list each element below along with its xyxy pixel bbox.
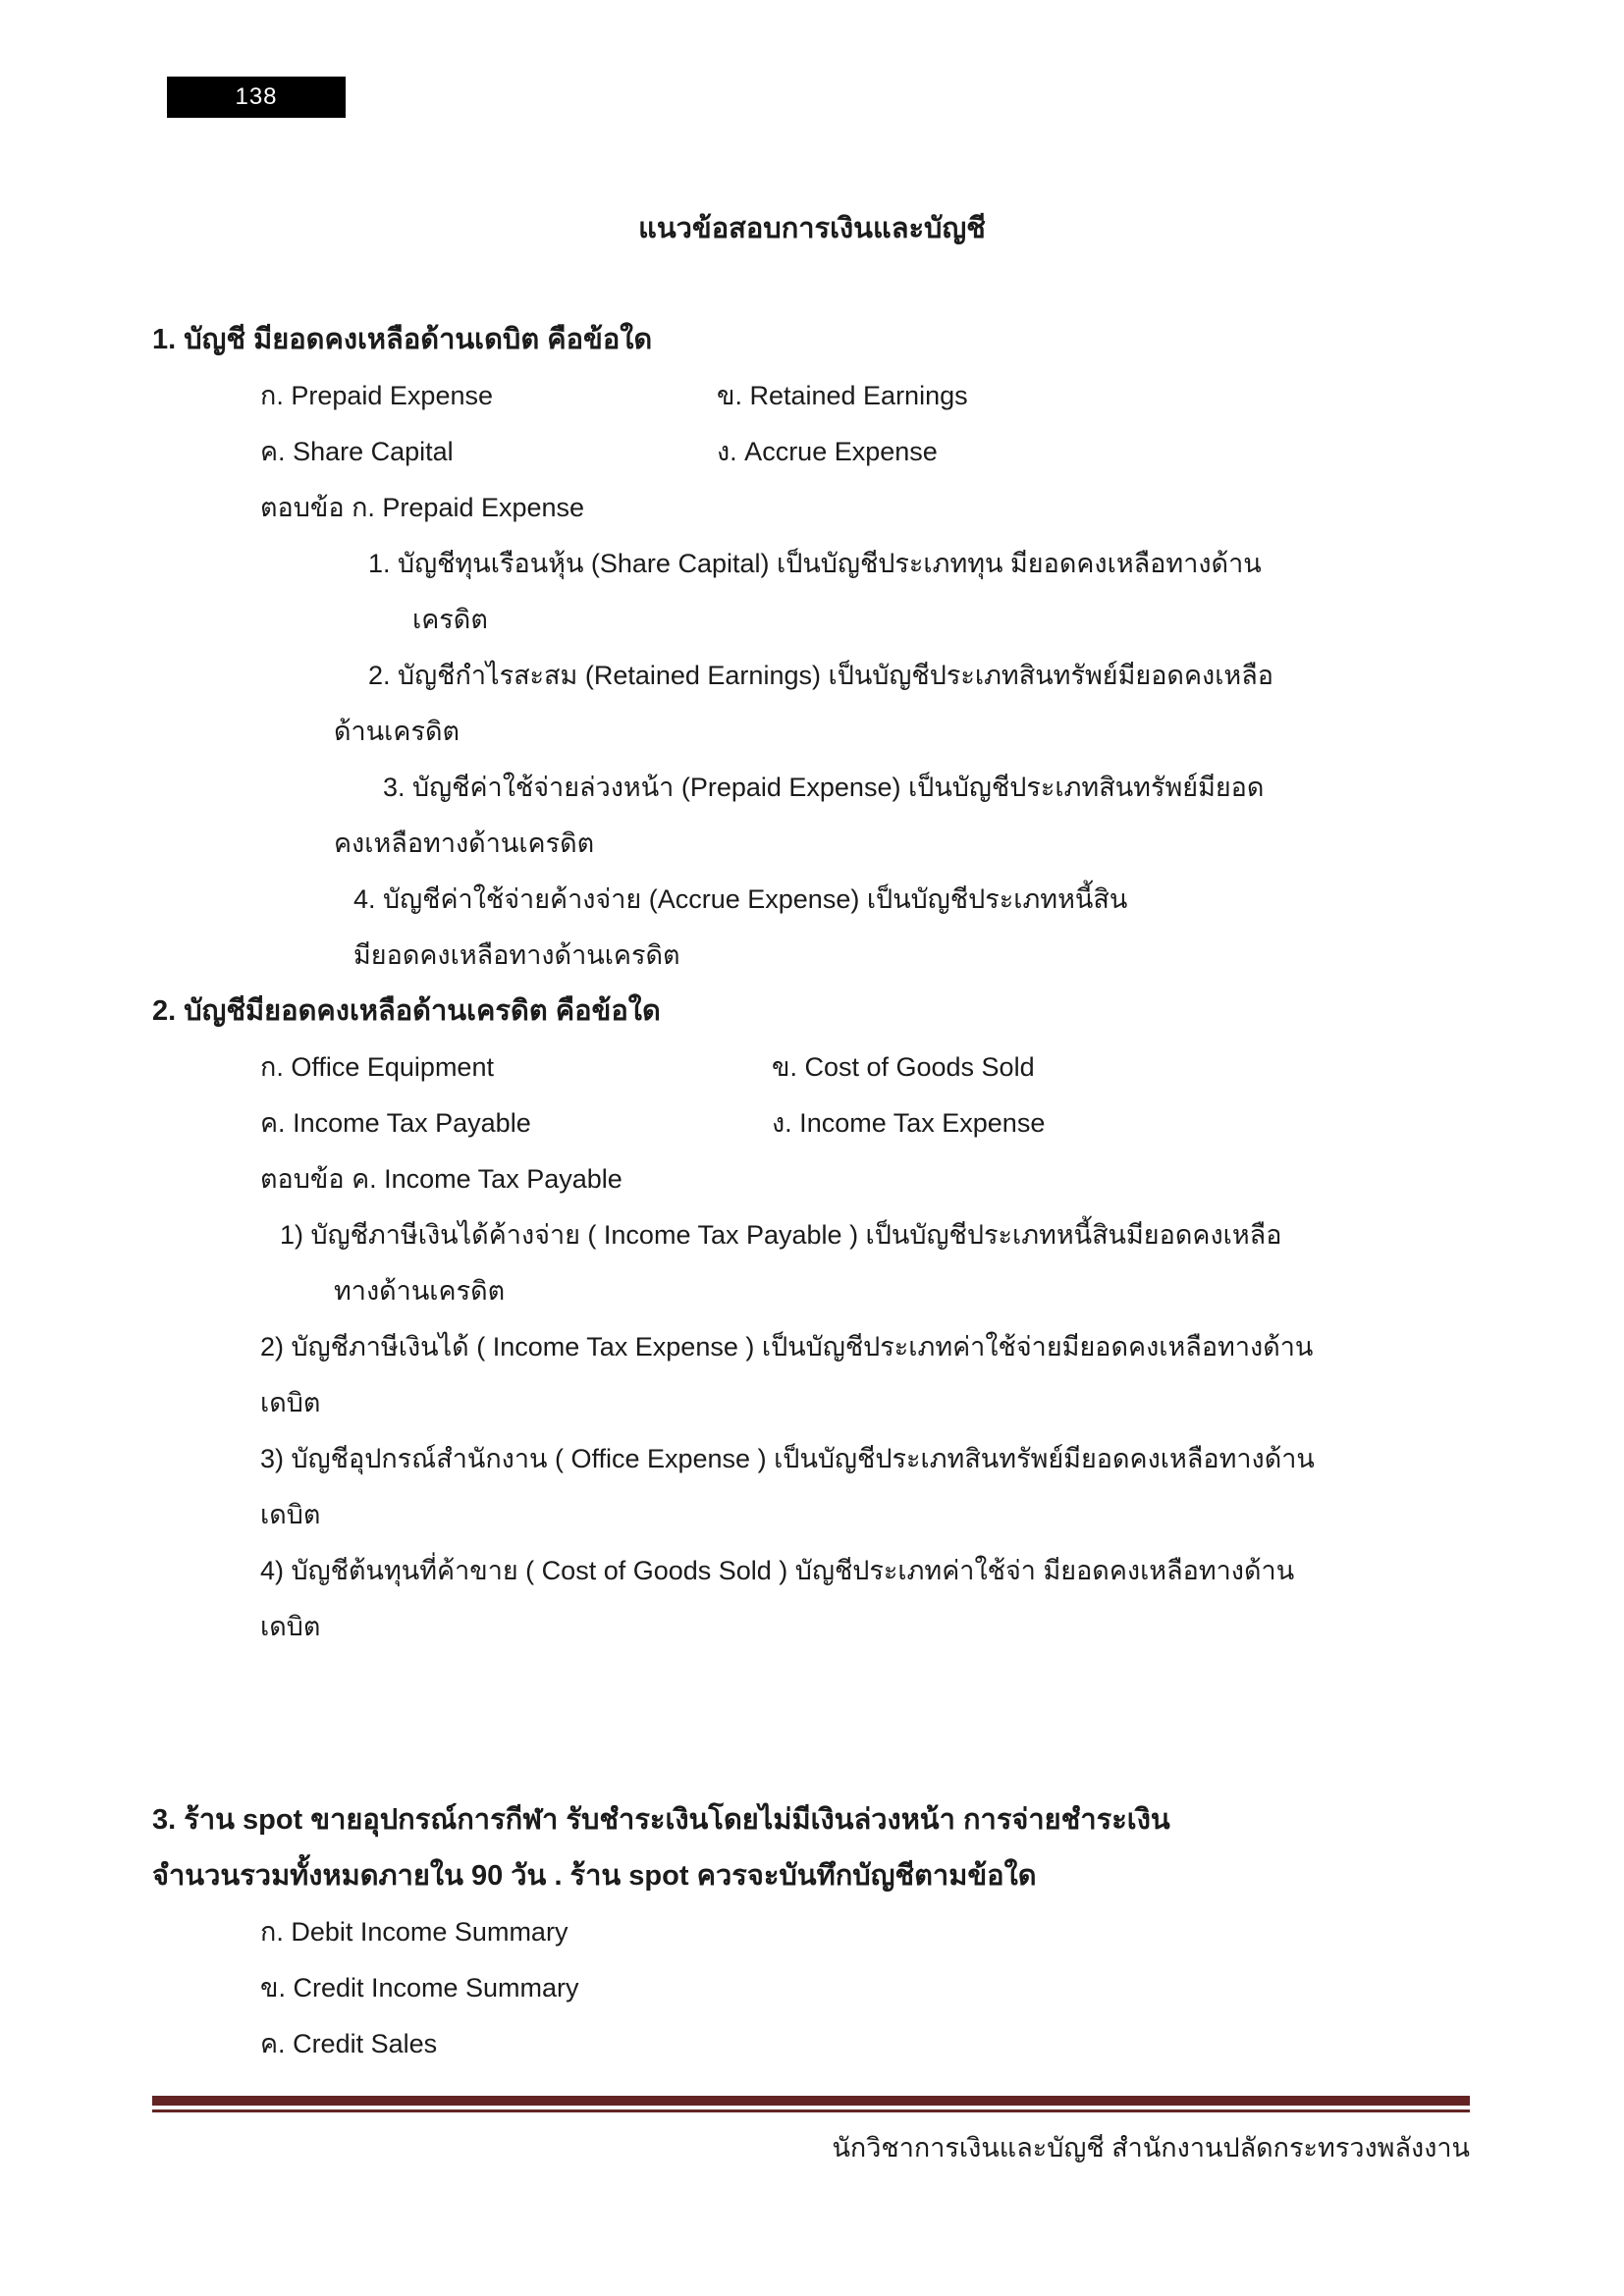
question-2-heading: 2. บัญชีมียอดคงเหลือด้านเครดิต คือข้อใด xyxy=(152,995,661,1027)
explanation-line: 3) บัญชีอุปกรณ์สำนักงาน ( Office Expense ) เป็นบัญชีประเภทสินทรัพย์มียอดคงเหลือทางด้าน xyxy=(260,1444,1315,1473)
explanation-line: เดบิต xyxy=(260,1612,321,1641)
option-label: ก. Office Equipment xyxy=(260,1052,494,1082)
question-2-options-row-2 xyxy=(0,1095,1624,1151)
option-label: ก. Prepaid Expense xyxy=(260,381,493,410)
footer-divider xyxy=(152,2096,1470,2112)
option-label: ก. Debit Income Summary xyxy=(260,1917,568,1947)
explanation-line: ด้านเครดิต xyxy=(334,717,460,746)
explanation-line: คงเหลือทางด้านเครดิต xyxy=(334,828,595,858)
explanation-line: 2) บัญชีภาษีเงินได้ ( Income Tax Expense ) เป็นบัญชีประเภทค่าใช้จ่ายมียอดคงเหลือทางด้าน xyxy=(260,1332,1314,1362)
option-label: ค. Share Capital xyxy=(260,437,454,466)
question-3-heading-line-1: 3. ร้าน spot ขายอุปกรณ์การกีฬา รับชำระเงินโดยไม่มีเงินล่วงหน้า การจ่ายชำระเงิน xyxy=(152,1804,1170,1836)
question-1-options-row-1 xyxy=(0,368,1624,424)
footer-divider-thick-line xyxy=(152,2096,1470,2106)
explanation-line: ทางด้านเครดิต xyxy=(334,1276,506,1306)
explanation-line: 2. บัญชีกำไรสะสม (Retained Earnings) เป็นบัญชีประเภทสินทรัพย์มียอดคงเหลือ xyxy=(368,661,1273,690)
document-title: แนวข้อสอบการเงินและบัญชี xyxy=(638,213,986,244)
option-label: ค. Income Tax Payable xyxy=(260,1108,531,1138)
option-label: ง. Income Tax Expense xyxy=(772,1108,1046,1138)
option-label: ข. Cost of Goods Sold xyxy=(772,1052,1035,1082)
option-label: ง. Accrue Expense xyxy=(717,437,938,466)
option-label: ข. Credit Income Summary xyxy=(260,1973,579,2002)
footer-divider-thin-line xyxy=(152,2109,1470,2112)
explanation-line: เครดิต xyxy=(412,605,488,634)
question-1-heading: 1. บัญชี มียอดคงเหลือด้านเดบิต คือข้อใด xyxy=(152,324,653,355)
explanation-line: 3. บัญชีค่าใช้จ่ายล่วงหน้า (Prepaid Expense) เป็นบัญชีประเภทสินทรัพย์มียอด xyxy=(383,773,1265,802)
document-body xyxy=(0,312,1624,2072)
page-number-badge: 138 xyxy=(167,77,346,118)
question-1-options-row-2 xyxy=(0,424,1624,480)
question-3-heading-line-2: จำนวนรวมทั้งหมดภายใน 90 วัน . ร้าน spot ควรจะบันทึกบัญชีตามข้อใด xyxy=(152,1860,1037,1892)
question-1-answer: ตอบข้อ ก. Prepaid Expense xyxy=(260,493,585,522)
option-label: ค. Credit Sales xyxy=(260,2029,438,2058)
option-label: ข. Retained Earnings xyxy=(717,381,968,410)
explanation-line: เดบิต xyxy=(260,1388,321,1417)
explanation-line: เดบิต xyxy=(260,1500,321,1529)
explanation-line: 1) บัญชีภาษีเงินได้ค้างจ่าย ( Income Tax Payable ) เป็นบัญชีประเภทหนี้สินมียอดคงเหลือ xyxy=(280,1220,1282,1250)
question-2-options-row-1 xyxy=(0,1040,1624,1095)
explanation-line: 4) บัญชีต้นทุนที่ค้าขาย ( Cost of Goods Sold ) บัญชีประเภทค่าใช้จ่า มียอดคงเหลือทางด้าน xyxy=(260,1556,1295,1585)
explanation-line: มียอดคงเหลือทางด้านเครดิต xyxy=(353,940,680,970)
footer-text: นักวิชาการเงินและบัญชี สำนักงานปลัดกระทรวงพลังงาน xyxy=(832,2133,1470,2163)
explanation-line: 1. บัญชีทุนเรือนหุ้น (Share Capital) เป็นบัญชีประเภททุน มียอดคงเหลือทางด้าน xyxy=(368,549,1262,578)
section-spacer xyxy=(0,1655,1624,1792)
question-2-answer: ตอบข้อ ค. Income Tax Payable xyxy=(260,1164,623,1194)
explanation-line: 4. บัญชีค่าใช้จ่ายค้างจ่าย (Accrue Expense) เป็นบัญชีประเภทหนี้สิน xyxy=(353,884,1128,914)
